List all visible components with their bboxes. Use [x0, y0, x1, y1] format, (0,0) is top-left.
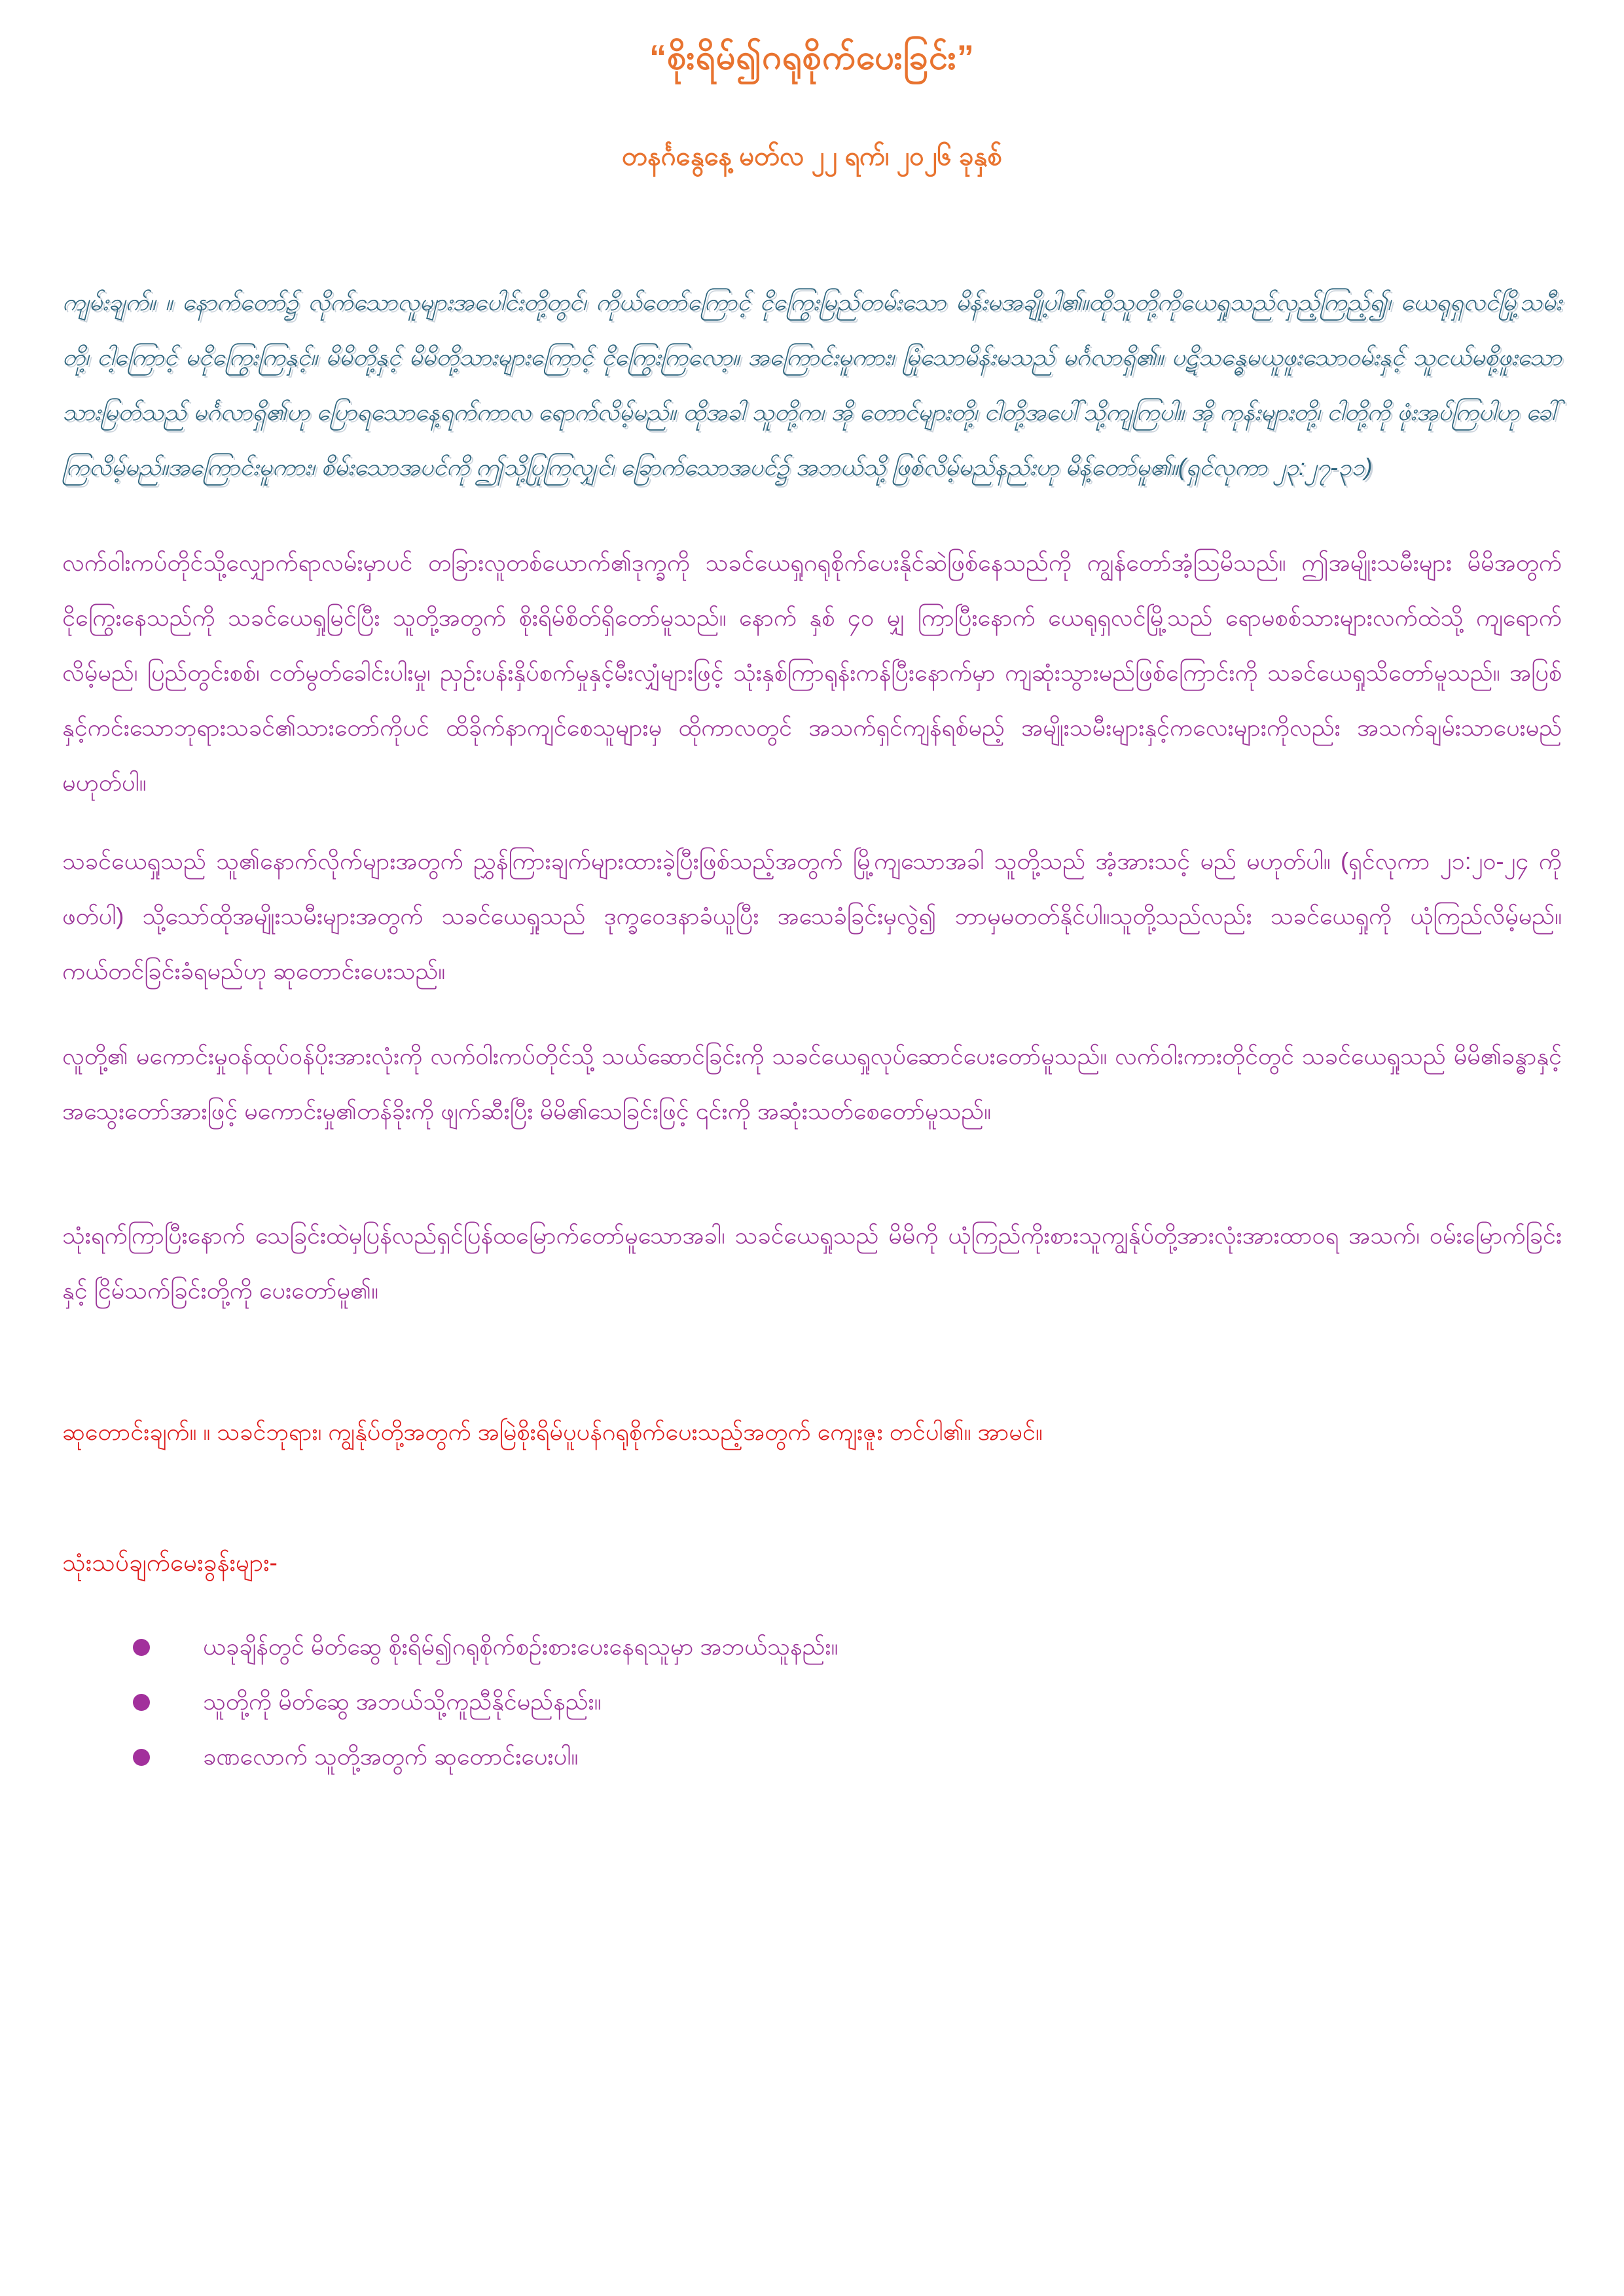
question-text: သူတို့ကို မိတ်ဆွေ အဘယ်သို့ကူညီနိုင်မည်နည်း။: [203, 1688, 602, 1715]
question-text: ယခုချိန်တွင် မိတ်ဆွေ စိုးရိမ်၍ဂရုစိုက်စဉ်းစားပေးနေရသူမှာ အဘယ်သူနည်း။: [203, 1633, 839, 1660]
list-item: [62, 1729, 1562, 1784]
bullet-icon: [133, 1694, 150, 1711]
question-text: ခဏလောက် သူတို့အတွက် ဆုတောင်းပေးပါ။: [203, 1743, 579, 1770]
scripture-quote-paragraph: ကျမ်းချက်။ ။ နောက်တော်၌ လိုက်သောလူများအပေါင်းတို့တွင်၊ ကိုယ်တော်ကြောင့် ငိုကြွေးမြည်တမ်းသော မိန်းမအချို့ပါ၏။ထိုသူတို့ကိုယေရှုသည်လှည့်ကြည့်၍၊ ယေရုရှလင်မြို့သမီးတို့၊ ငါ့ကြောင့် မငိုကြွေးကြနှင့်။ မိမိတို့နှင့် မိမိတို့သားများကြောင့် ငိုကြွေးကြလော့။ အကြောင်းမူကား၊ မြုံသောမိန်းမသည် မင်္ဂလာရှိ၏။ ပဋိသန္ဓေမယူဖူးသောဝမ်းနှင့် သူငယ်မစို့ဖူးသော သားမြတ်သည် မင်္ဂလာရှိ၏ဟု ပြောရသောနေ့ရက်ကာလ ရောက်လိမ့်မည်။ ထိုအခါ သူတို့က၊ အို တောင်များတို့၊ ငါတို့အပေါ်သို့ကျကြပါ။ အို ကုန်းများတို့၊ ငါတို့ကို ဖုံးအုပ်ကြပါဟု ခေါ်ကြလိမ့်မည်။အကြောင်းမူကား၊ စိမ်းသောအပင်ကို ဤသို့ပြုကြလျှင်၊ ခြောက်သောအပင်၌ အဘယ်သို့ ဖြစ်လိမ့်မည်နည်းဟု မိန့်တော်မူ၏။(ရှင်လုကာ ၂၃:၂၇-၃၁): [62, 289, 1562, 480]
list-item: [62, 1619, 1562, 1674]
bullet-icon: [133, 1639, 150, 1656]
body-paragraph-4: သုံးရက်ကြာပြီးနောက် သေခြင်းထဲမှပြန်လည်ရှင်ပြန်ထမြောက်တော်မူသောအခါ၊ သခင်ယေရှုသည် မိမိကို ယုံကြည်ကိုးစားသူကျွန်ုပ်တို့အားလုံးအားထာဝရ အသက်၊ ဝမ်းမြောက်ခြင်းနှင့် ငြိမ်သက်ခြင်းတို့ကို ပေးတော်မူ၏။: [62, 1222, 1562, 1304]
body-paragraph-1: လက်ဝါးကပ်တိုင်သို့လျှောက်ရာလမ်းမှာပင် တခြားလူတစ်ယောက်၏ဒုက္ခကို သခင်ယေရှုဂရုစိုက်ပေးနိုင်ဆဲဖြစ်နေသည်ကို ကျွန်တော်အံ့သြမိသည်။ ဤအမျိုးသမီးများ မိမိအတွက်ငိုကြွေးနေသည်ကို သခင်ယေရှုမြင်ပြီး သူတို့အတွက် စိုးရိမ်စိတ်ရှိတော်မူသည်။ နောက် နှစ် ၄၀ မျှ ကြာပြီးနောက် ယေရုရှလင်မြို့သည် ရောမစစ်သားများလက်ထဲသို့ ကျရောက်လိမ့်မည်၊ ပြည်တွင်းစစ်၊ ငတ်မွတ်ခေါင်းပါးမှု၊ ညှဉ်းပန်းနှိပ်စက်မှုနှင့်မီးလျှံများဖြင့် သုံးနှစ်ကြာရုန်းကန်ပြီးနောက်မှာ ကျဆုံးသွားမည်ဖြစ်ကြောင်းကို သခင်ယေရှုသိတော်မူသည်။ အပြစ်နှင့်ကင်းသောဘုရားသခင်၏သားတော်ကိုပင် ထိခိုက်နာကျင်စေသူများမှ ထိုကာလတွင် အသက်ရှင်ကျန်ရစ်မည့် အမျိုးသမီးများနှင့်ကလေးများကိုလည်း အသက်ချမ်းသာပေးမည်မဟုတ်ပါ။: [62, 549, 1562, 796]
prayer-paragraph: ဆုတောင်းချက်။ ။ သခင်ဘုရား၊ ကျွန်ုပ်တို့အတွက် အမြဲစိုးရိမ်ပူပန်ဂရုစိုက်ပေးသည့်အတွက် ကျေးဇူး တင်ပါ၏။ အာမင်။: [62, 1418, 1043, 1445]
date-line: တနင်္ဂနွေနေ့ မတ်လ ၂၂ ရက်၊ ၂၀၂၆ ခုနှစ်: [622, 142, 1002, 171]
bullet-icon: [133, 1749, 150, 1766]
document-content: [62, 0, 1562, 1784]
review-questions-heading: သုံးသပ်ချက်မေးခွန်းများ-: [62, 1549, 278, 1576]
review-questions-list: [62, 1619, 1562, 1784]
body-paragraph-2: သခင်ယေရှုသည် သူ၏နောက်လိုက်များအတွက် ညွှန်ကြားချက်များထားခဲ့ပြီးဖြစ်သည့်အတွက် မြို့ကျသောအခါ သူတို့သည် အံ့အားသင့် မည် မဟုတ်ပါ။ (ရှင်လုကာ ၂၁:၂၀-၂၄ ကိုဖတ်ပါ) သို့သော်ထိုအမျိုးသမီးများအတွက် သခင်ယေရှုသည် ဒုက္ခဝေဒနာခံယူပြီး အသေခံခြင်းမှလွဲ၍ ဘာမှမတတ်နိုင်ပါ။သူတို့သည်လည်း သခင်ယေရှုကို ယုံကြည်လိမ့်မည်။ ကယ်တင်ခြင်းခံရမည်ဟု ဆုတောင်းပေးသည်။: [62, 848, 1562, 984]
body-paragraph-3: လူတို့၏ မကောင်းမှုဝန်ထုပ်ဝန်ပိုးအားလုံးကို လက်ဝါးကပ်တိုင်သို့ သယ်ဆောင်ခြင်းကို သခင်ယေရှုလုပ်ဆောင်ပေးတော်မူသည်။ လက်ဝါးကားတိုင်တွင် သခင်ယေရှုသည် မိမိ၏ခန္ဓာနှင့်အသွေးတော်အားဖြင့် မကောင်းမှု၏တန်ခိုးကို ဖျက်ဆီးပြီး မိမိ၏သေခြင်းဖြင့် ၎င်းကို အဆုံးသတ်စေတော်မူသည်။: [62, 1043, 1562, 1124]
page-title: “စိုးရိမ်၍ဂရုစိုက်ပေးခြင်း”: [649, 39, 975, 77]
list-item: [62, 1674, 1562, 1729]
